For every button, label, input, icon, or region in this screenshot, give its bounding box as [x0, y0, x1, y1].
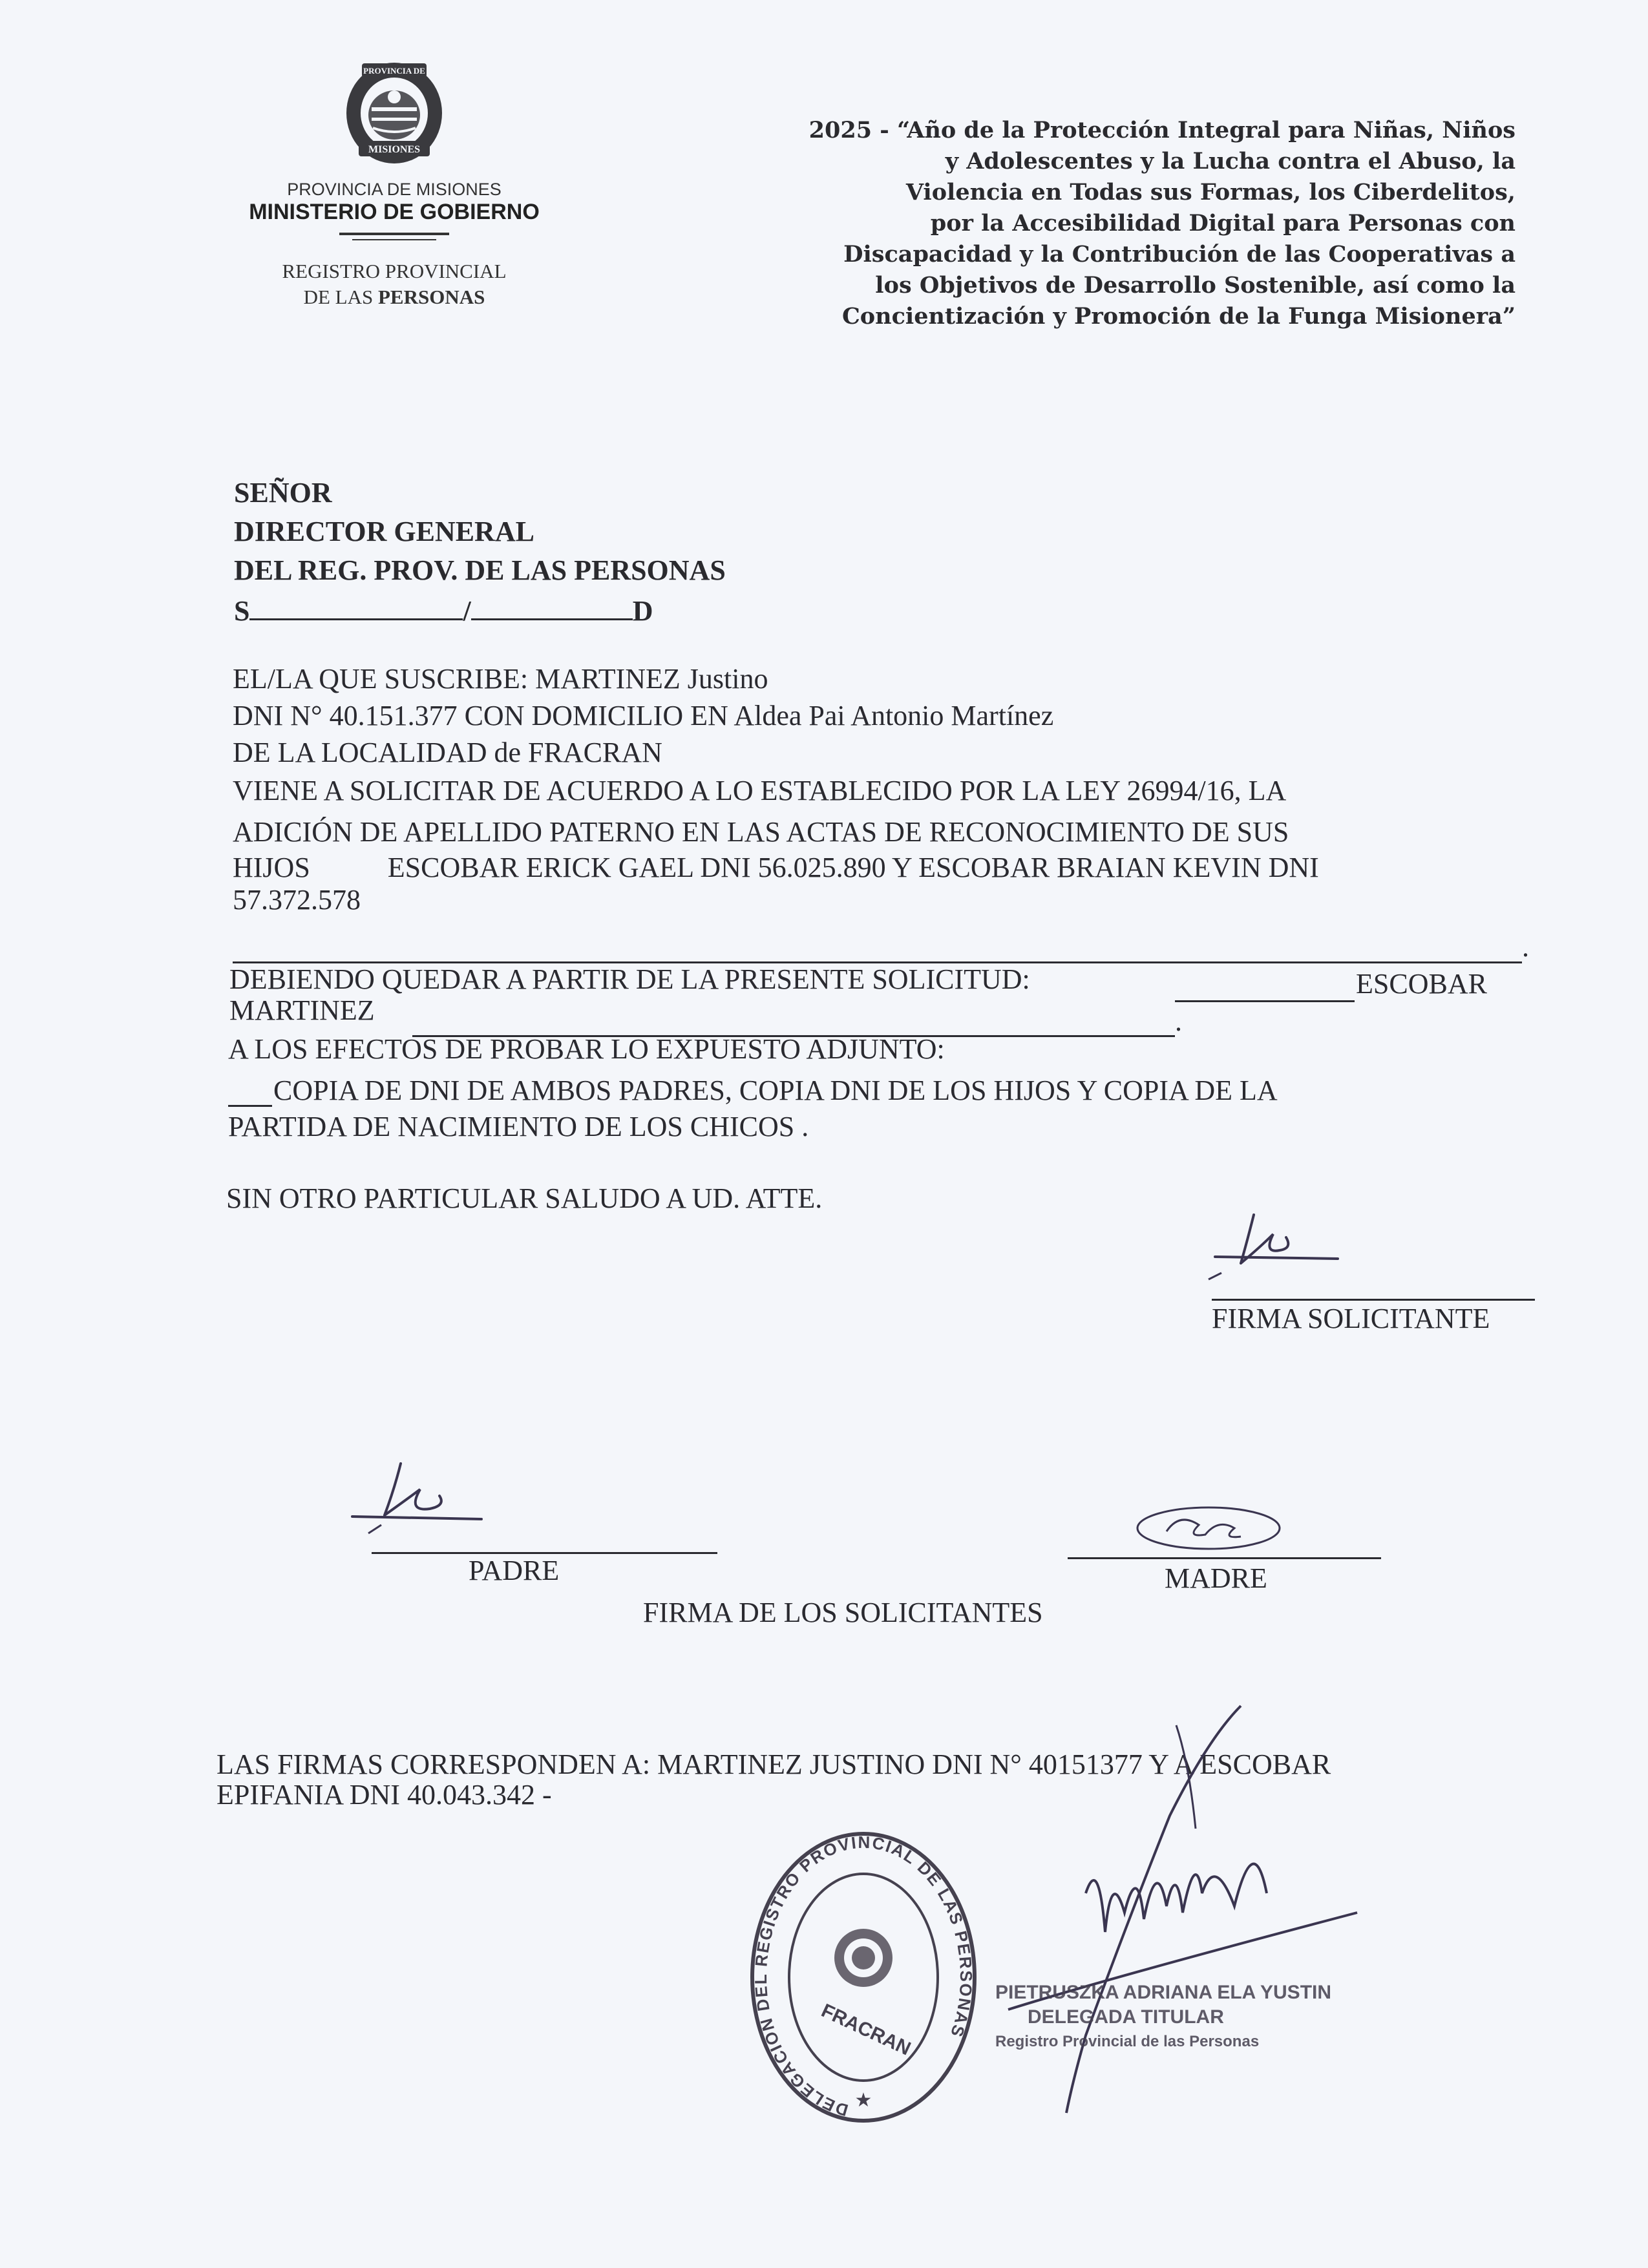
- registry-line-2-prefix: DE LAS: [303, 286, 374, 308]
- father-signature: [343, 1457, 491, 1548]
- body-line-9b: ESCOBAR: [1356, 968, 1487, 1000]
- applicant-signature-label: FIRMA SOLICITANTE: [1212, 1303, 1490, 1334]
- emblem-bottom-text: MISIONES: [368, 144, 421, 155]
- body-line-7: 57.372.578: [233, 884, 361, 916]
- footer-line-2: EPIFANIA DNI 40.043.342 -: [217, 1779, 552, 1811]
- sd-d: D: [632, 595, 653, 627]
- blank-line: [471, 590, 633, 620]
- province-name: PROVINCIA DE MISIONES: [287, 180, 502, 199]
- motto-line: los Objetivos de Desarrollo Sostenible, así como la: [875, 272, 1516, 299]
- ministry-header: [213, 180, 575, 240]
- province-emblem-logo: [333, 58, 456, 168]
- father-label: PADRE: [469, 1555, 560, 1586]
- year-motto: [698, 115, 1516, 332]
- checkbox-blank: [228, 1105, 272, 1107]
- blank-line: [1175, 1000, 1355, 1002]
- stamp-star-icon: ★: [854, 2090, 872, 2111]
- registry-name: [233, 258, 556, 310]
- motto-line: y Adolescentes y la Lucha contra el Abuso, la: [945, 148, 1516, 174]
- body-line-11: A LOS EFECTOS DE PROBAR LO EXPUESTO ADJUNTO:: [228, 1033, 945, 1065]
- official-name-stamp: [995, 1980, 1332, 2054]
- body-line-5: ADICIÓN DE APELLIDO PATERNO EN LAS ACTAS DE RECONOCIMIENTO DE SUS: [233, 816, 1289, 848]
- body-line-3: DE LA LOCALIDAD de FRACRAN: [233, 737, 662, 768]
- footer-line-1: LAS FIRMAS CORRESPONDEN A: MARTINEZ JUSTINO DNI N° 40151377 Y A ESCOBAR: [217, 1748, 1331, 1780]
- motto-line: 2025 - “Año de la Protección Integral para Niñas, Niños: [808, 117, 1516, 143]
- body-line-2: DNI N° 40.151.377 CON DOMICILIO EN Aldea Pai Antonio Martínez: [233, 700, 1054, 731]
- body-line-6: [233, 851, 1319, 884]
- mother-signature: [1128, 1499, 1289, 1557]
- header-rule: [339, 233, 449, 235]
- official-line-2: DELEGADA TITULAR: [1028, 2006, 1224, 2028]
- body-line-6b: ESCOBAR ERICK GAEL DNI 56.025.890 Y ESCOBAR BRAIAN KEVIN DNI: [387, 852, 1319, 883]
- official-stamp: [748, 1829, 978, 2126]
- sd-s: S: [234, 595, 250, 627]
- header-rule-thin: [352, 239, 436, 240]
- applicant-signature: [1202, 1202, 1351, 1292]
- body-line-6a: HIJOS: [233, 852, 310, 883]
- motto-line: Violencia en Todas sus Formas, los Ciberdelitos,: [905, 179, 1516, 205]
- body-line-9a: DEBIENDO QUEDAR A PARTIR DE LA PRESENTE SOLICITUD:: [229, 963, 1030, 995]
- closing-line: SIN OTRO PARTICULAR SALUDO A UD. ATTE.: [226, 1182, 823, 1214]
- body-line-13: PARTIDA DE NACIMIENTO DE LOS CHICOS .: [228, 1111, 809, 1142]
- stamp-center-text: FRACRAN: [818, 2000, 914, 2060]
- applicant-signature-line: [1212, 1299, 1535, 1301]
- blank-line: [249, 590, 463, 620]
- registry-line-1: REGISTRO PROVINCIAL: [282, 260, 507, 282]
- body-line-4: VIENE A SOLICITAR DE ACUERDO A LO ESTABLECIDO POR LA LEY 26994/16, LA: [233, 775, 1287, 806]
- blank-line-dot: .: [1175, 1005, 1182, 1037]
- addressee-line-1: SEÑOR: [234, 477, 332, 509]
- body-line-10a: MARTINEZ: [229, 994, 375, 1026]
- body-line-1: EL/LA QUE SUSCRIBE: MARTINEZ Justino: [233, 663, 768, 695]
- mother-signature-line: [1068, 1557, 1381, 1559]
- fill-line-dot: .: [1522, 931, 1529, 963]
- stamp-ring-text: DELEGACION DEL REGISTRO PROVINCIAL DE LAS PERSONAS: [750, 1832, 977, 2121]
- motto-line: Concientización y Promoción de la Funga Misionera”: [841, 303, 1516, 330]
- addressee-line-2: DIRECTOR GENERAL: [234, 516, 534, 547]
- addressee-line-3: DEL REG. PROV. DE LAS PERSONAS: [234, 554, 726, 586]
- sd-slash: /: [463, 595, 471, 627]
- official-line-3: Registro Provincial de las Personas: [995, 2033, 1260, 2050]
- applicants-signature-label: FIRMA DE LOS SOLICITANTES: [643, 1597, 1043, 1628]
- mother-label: MADRE: [1165, 1562, 1267, 1594]
- motto-line: por la Accesibilidad Digital para Personas con: [930, 210, 1516, 236]
- official-signature: [982, 1699, 1370, 2126]
- official-line-1: PIETRUSZKA ADRIANA ELA YUSTIN: [995, 1982, 1332, 2003]
- registry-line-2: [233, 284, 556, 310]
- registry-line-2-bold: PERSONAS: [378, 286, 485, 308]
- ministry-name: MINISTERIO DE GOBIERNO: [249, 200, 540, 224]
- emblem-top-text: PROVINCIA DE: [363, 66, 425, 76]
- body-line-12: COPIA DE DNI DE AMBOS PADRES, COPIA DNI DE LOS HIJOS Y COPIA DE LA: [273, 1075, 1278, 1106]
- addressee-block: [234, 474, 726, 631]
- sd-line: [234, 590, 726, 631]
- motto-line: Discapacidad y la Contribución de las Cooperativas a: [843, 241, 1516, 268]
